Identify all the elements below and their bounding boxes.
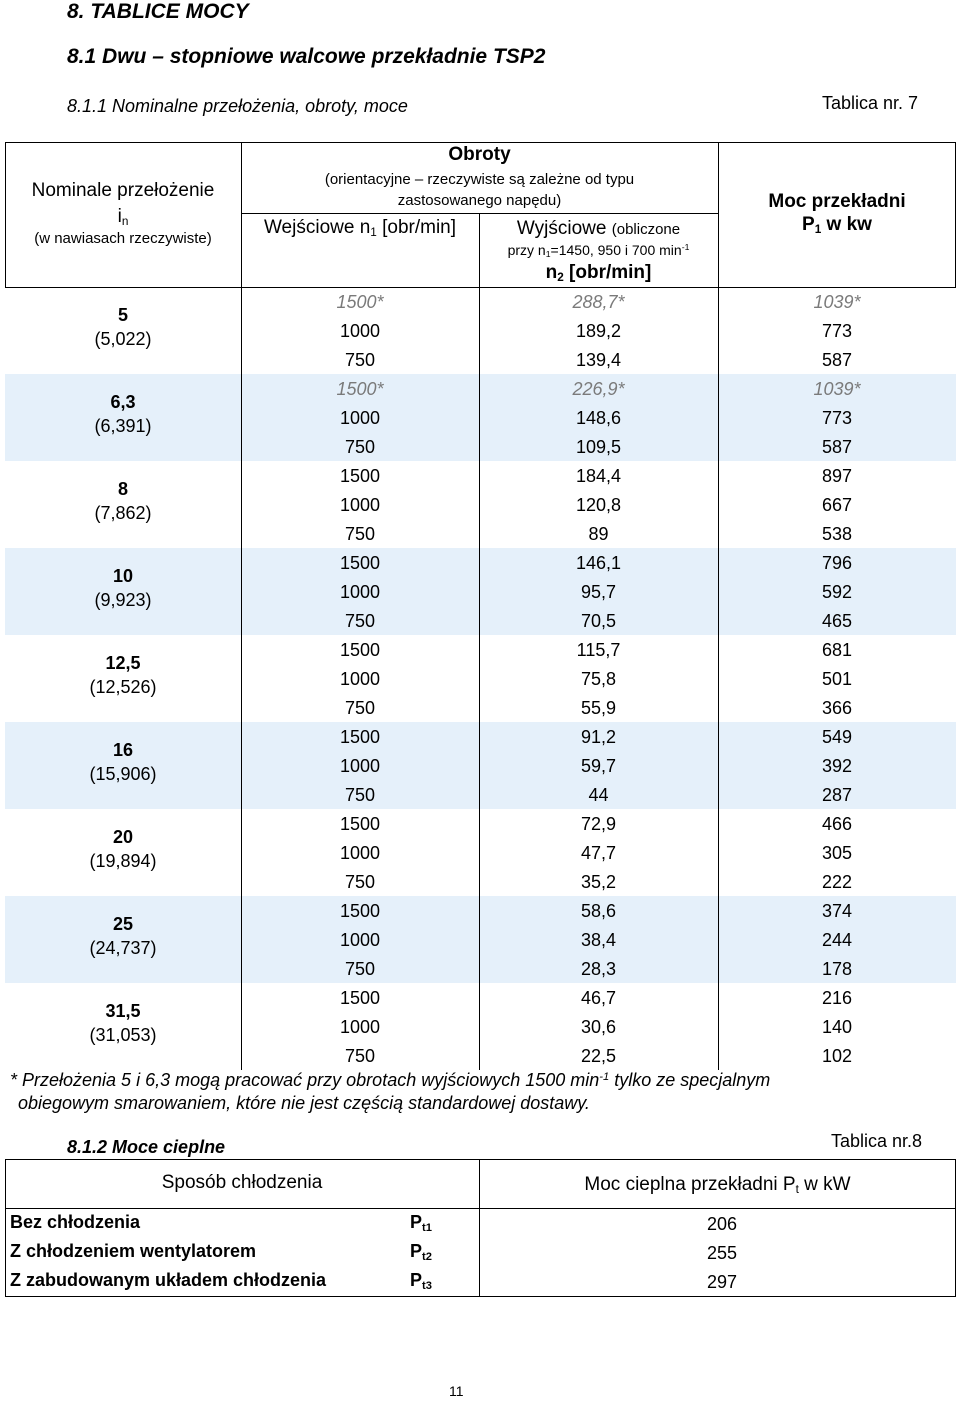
ratio-actual: (19,894)	[89, 851, 157, 871]
speed-header-title: Obroty	[448, 144, 511, 165]
input-speed: 1000	[339, 669, 381, 689]
output-speed: 189,2	[575, 321, 622, 341]
power-value: 222	[821, 872, 853, 892]
output-speed: 95,7	[580, 582, 617, 602]
header-col-line	[718, 142, 719, 287]
power-value: 681	[821, 640, 853, 660]
input-speed: 1000	[339, 1017, 381, 1037]
ratio-actual: (5,022)	[94, 329, 152, 349]
ratio-nominal: 16	[112, 740, 134, 760]
power-value: 287	[821, 785, 853, 805]
output-speed: 288,7*	[572, 292, 625, 312]
power-value: 1039*	[813, 292, 861, 312]
input-speed: 750	[344, 785, 376, 805]
speed-header-note-2: zastosowanego napędu)	[397, 192, 562, 209]
footnote-line-2: obiegowym smarowaniem, które nie jest częścią standardowej dostawy.	[18, 1093, 590, 1114]
thermal-symbol-sub: t2	[422, 1250, 432, 1263]
input-speed: 750	[344, 872, 376, 892]
ratio-actual: (12,526)	[89, 677, 157, 697]
input-speed: 750	[344, 350, 376, 370]
output-speed: 28,3	[580, 959, 617, 979]
page-number: 11	[449, 1383, 464, 1399]
cooling-method: Bez chłodzenia	[10, 1212, 141, 1232]
ratio-nominal: 20	[112, 827, 134, 847]
thermal-symbol	[410, 1212, 432, 1234]
thermal-value: 255	[706, 1243, 738, 1263]
power-value: 102	[821, 1046, 853, 1066]
power-value: 773	[821, 321, 853, 341]
power-table	[5, 142, 956, 1064]
ratio-nominal: 31,5	[105, 1001, 141, 1021]
power-value: 592	[821, 582, 853, 602]
speed-header-note-1: (orientacyjne – rzeczywiste są zależne od typu	[324, 171, 635, 188]
output-speed: 148,6	[575, 408, 622, 428]
power-value: 587	[821, 350, 853, 370]
output-speed: 58,6	[580, 901, 617, 921]
power-value: 667	[821, 495, 853, 515]
power-value: 1039*	[813, 379, 861, 399]
power-header-title: Moc przekładni	[768, 191, 906, 212]
output-speed: 70,5	[580, 611, 617, 631]
input-speed: 1000	[339, 756, 381, 776]
thermal-col-line	[479, 1159, 480, 1296]
power-value: 796	[821, 553, 853, 573]
thermal-table-number: Tablica nr.8	[831, 1131, 923, 1151]
input-speed: 1500	[339, 727, 381, 747]
input-speed: 1500	[339, 466, 381, 486]
body-col-line	[241, 287, 242, 1070]
header-border-bottom	[5, 287, 956, 288]
output-speed: 226,9*	[572, 379, 625, 399]
output-speed: 109,5	[575, 437, 622, 457]
power-value: 897	[821, 466, 853, 486]
ratio-actual: (31,053)	[89, 1025, 157, 1045]
output-speed: 35,2	[580, 872, 617, 892]
ratio-nominal: 8	[117, 479, 128, 499]
ratio-nominal: 25	[112, 914, 134, 934]
input-speed: 750	[344, 959, 376, 979]
output-speed: 55,9	[580, 698, 617, 718]
output-speed-header: Wyjściowe (obliczone	[516, 218, 681, 239]
thermal-symbol-sub: t1	[422, 1221, 432, 1234]
output-speed-symbol: $n_2$ [obr/min]	[545, 262, 652, 284]
table-title: 8.1.1 Nominalne przełożenia, obroty, moce	[67, 96, 408, 116]
ratio-header-symbol: $i_n$	[117, 206, 129, 228]
power-value: 549	[821, 727, 853, 747]
thermal-border-top	[5, 1159, 956, 1160]
input-speed: 750	[344, 1046, 376, 1066]
ratio-nominal: 6,3	[110, 392, 136, 412]
input-speed: 1000	[339, 321, 381, 341]
output-speed: 120,8	[575, 495, 622, 515]
input-speed: 1500	[339, 640, 381, 660]
input-speed: 1500	[339, 814, 381, 834]
power-value: 538	[821, 524, 853, 544]
ratio-nominal: 5	[117, 305, 128, 325]
header-col-line	[479, 213, 480, 287]
input-speed: 1500*	[336, 379, 384, 399]
thermal-symbol-letter: P	[410, 1270, 423, 1290]
input-speed-header: Wejściowe $n_1$ [obr/min]	[263, 217, 457, 239]
input-speed: 750	[344, 698, 376, 718]
thermal-symbol-letter: P	[410, 1241, 423, 1261]
power-value: 773	[821, 408, 853, 428]
table-border-top	[5, 142, 956, 143]
power-value: 392	[821, 756, 853, 776]
footnote	[10, 1066, 910, 1115]
output-speed: 59,7	[580, 756, 617, 776]
body-col-line	[718, 287, 719, 1070]
output-speed: 89	[588, 524, 609, 544]
thermal-header-line	[5, 1208, 956, 1209]
power-value: 466	[821, 814, 853, 834]
table-border-right	[955, 142, 956, 287]
thermal-border-right	[955, 1159, 956, 1296]
power-value: 216	[821, 988, 853, 1008]
power-value: 178	[821, 959, 853, 979]
output-speed: 115,7	[576, 640, 621, 660]
output-speed-note: przy $n_1=1450$, 950 i 700 $\min^{-1}$	[507, 242, 690, 260]
ratio-actual: (6,391)	[94, 416, 152, 436]
power-value: 366	[821, 698, 853, 718]
output-speed: 38,4	[580, 930, 617, 950]
output-speed: 91,2	[580, 727, 617, 747]
thermal-border-left	[5, 1159, 6, 1296]
input-speed: 1500	[339, 553, 381, 573]
ratio-actual: (7,862)	[94, 503, 152, 523]
output-speed: 139,4	[575, 350, 622, 370]
thermal-table	[5, 1159, 956, 1296]
thermal-symbol-sub: t3	[422, 1279, 432, 1292]
input-speed: 1500*	[336, 292, 384, 312]
input-speed: 1500	[339, 901, 381, 921]
footnote-line-1: * Przełożenia 5 i 6,3 mogą pracować przy obrotach wyjściowych 1500 $\min^{-1}$ tylko ze specjalnym	[10, 1070, 771, 1091]
power-value: 587	[821, 437, 853, 457]
output-speed: 44	[588, 785, 609, 805]
ratio-actual: (9,923)	[94, 590, 152, 610]
thermal-border-bottom	[5, 1296, 956, 1297]
output-speed: 75,8	[580, 669, 617, 689]
ratio-actual: (15,906)	[89, 764, 157, 784]
power-value: 305	[821, 843, 853, 863]
thermal-value: 206	[706, 1214, 738, 1234]
section-title: 8. TABLICE MOCY	[67, 0, 249, 23]
output-speed: 47,7	[580, 843, 617, 863]
table-border-left	[5, 142, 6, 287]
table-number: Tablica nr. 7	[822, 93, 919, 113]
output-speed: 146,1	[575, 553, 622, 573]
ratio-nominal: 12,5	[105, 653, 141, 673]
power-value: 465	[821, 611, 853, 631]
input-speed: 1000	[339, 843, 381, 863]
cooling-method: Z chłodzeniem wentylatorem	[10, 1241, 257, 1261]
ratio-header-note: (w nawiasach rzeczywiste)	[34, 230, 212, 247]
input-speed: 750	[344, 524, 376, 544]
cooling-method: Z zabudowanym układem chłodzenia	[10, 1270, 327, 1290]
body-col-line	[479, 287, 480, 1070]
input-speed: 1000	[339, 582, 381, 602]
output-speed: 22,5	[580, 1046, 617, 1066]
input-speed: 750	[344, 611, 376, 631]
subsection-title: 8.1 Dwu – stopniowe walcowe przekładnie TSP2	[67, 45, 546, 68]
input-speed: 1000	[339, 408, 381, 428]
ratio-nominal: 10	[112, 566, 134, 586]
header-col-line	[241, 142, 242, 287]
ratio-header-title: Nominale przełożenie	[31, 180, 215, 201]
thermal-symbol	[410, 1241, 432, 1263]
power-value: 501	[821, 669, 853, 689]
input-speed: 1000	[339, 495, 381, 515]
output-speed: 46,7	[580, 988, 617, 1008]
power-value: 244	[821, 930, 853, 950]
output-speed: 184,4	[575, 466, 622, 486]
thermal-symbol	[410, 1270, 432, 1292]
input-speed: 1500	[339, 988, 381, 1008]
thermal-value: 297	[706, 1272, 738, 1292]
input-speed: 1000	[339, 930, 381, 950]
thermal-power-header: Moc cieplna przekładni $P_t$ w kW	[584, 1174, 851, 1196]
cooling-method-header: Sposób chłodzenia	[161, 1172, 323, 1193]
power-value: 374	[821, 901, 853, 921]
thermal-title: 8.1.2 Moce cieplne	[67, 1137, 226, 1157]
ratio-actual: (24,737)	[89, 938, 157, 958]
power-header-symbol: $P_1$ w kw	[802, 214, 872, 236]
thermal-symbol-letter: P	[410, 1212, 423, 1232]
power-value: 140	[821, 1017, 853, 1037]
output-speed: 72,9	[580, 814, 617, 834]
output-speed: 30,6	[580, 1017, 617, 1037]
input-speed: 750	[344, 437, 376, 457]
